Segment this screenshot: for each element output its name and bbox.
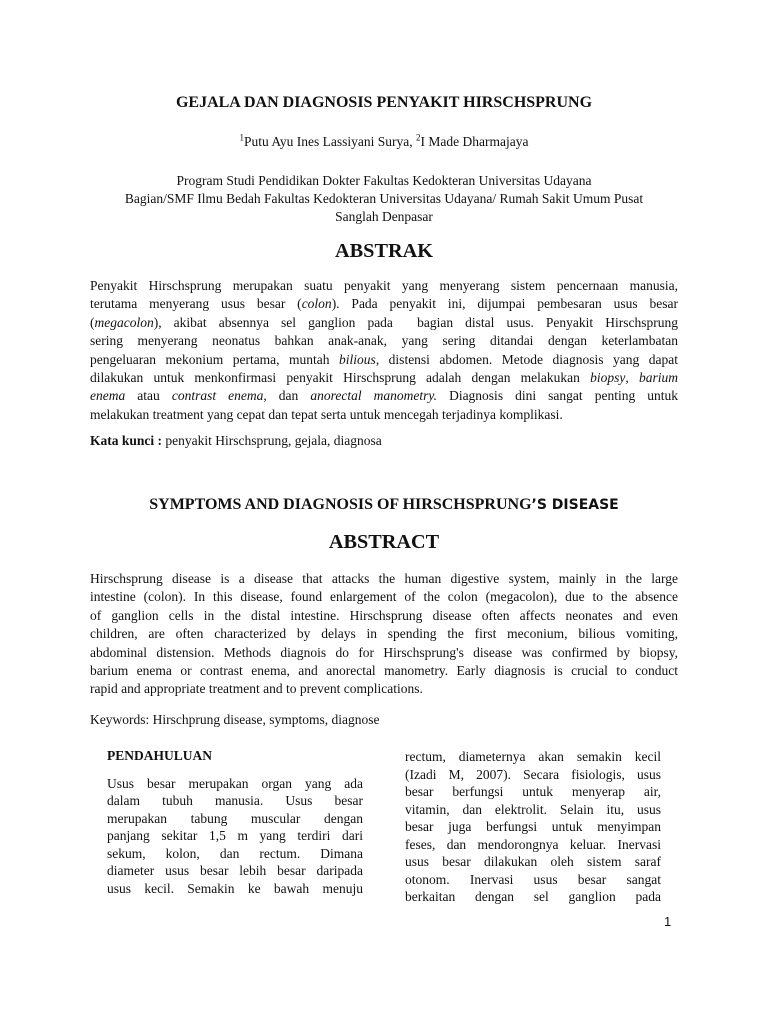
abstract-line: rapid and appropriate treatment and to prevent complications. xyxy=(90,681,423,697)
author1-name: Putu Ayu Ines Lassiyani Surya, xyxy=(244,134,417,149)
abstrak-line: (megacolon), akibat absennya sel ganglion pada bagian distal usus. Penyakit Hirschsprung xyxy=(90,314,678,330)
english-title xyxy=(90,496,678,514)
author2-affiliation-number: 2 xyxy=(416,132,421,143)
abstract-line: abdominal distension. Methods diagnois do for Hirschsprung's disease was confirmed by biopsy, xyxy=(90,644,678,660)
abstrak-line: pengeluaran mekonium pertama, muntah bilious, distensi abdomen. Metode diagnosis yang dapat xyxy=(90,351,678,367)
abstract-heading: ABSTRACT xyxy=(328,531,440,553)
author-line xyxy=(90,133,678,151)
abstrak-line: Penyakit Hirschsprung merupakan suatu penyakit yang menyerang sistem pencernaan manusia, xyxy=(90,278,678,293)
column-line: Usus besar merupakan organ yang ada xyxy=(107,775,363,791)
abstrak-line: melakukan treatment yang cepat dan tepat serta untuk mencegah terjadinya komplikasi. xyxy=(90,406,563,422)
column-line: vitamin, dan elektrolit. Selain itu, usus xyxy=(405,801,661,817)
abstract-line: Hirschsprung disease is a disease that attacks the human digestive system, mainly in the large xyxy=(90,571,678,586)
abstract-line: of ganglion cells in the distal intestine. Hirschsprung disease often affects neonates and even xyxy=(90,607,678,623)
column-line: berkaitan dengan sel ganglion pada xyxy=(405,889,661,904)
author2-name: I Made Dharmajaya xyxy=(420,134,529,149)
abstract-body xyxy=(90,570,678,699)
kata-kunci-label: Kata kunci : xyxy=(90,433,163,448)
abstrak-body xyxy=(90,277,678,424)
column-line: rectum, diameternya akan semakin kecil xyxy=(405,749,661,764)
kata-kunci-value: penyakit Hirschsprung, gejala, diagnosa xyxy=(162,433,382,448)
paper-title: GEJALA DAN DIAGNOSIS PENYAKIT HIRSCHSPRUNG xyxy=(175,94,593,111)
right-column xyxy=(405,748,661,906)
abstrak-line: terutama menyerang usus besar (colon). Pada penyakit ini, dijumpai pembesaran usus besar xyxy=(90,296,678,312)
column-line: panjang sekitar 1,5 m yang terdiri dari xyxy=(107,828,363,843)
column-line: (Izadi M, 2007). Secara fisiologis, usus xyxy=(405,766,661,782)
affiliation-block xyxy=(90,172,678,226)
column-line: feses, dan mendorongnya keluar. Inervasi xyxy=(405,836,661,852)
abstrak-line: sering menyerang neonatus bahkan anak-anak, yang sering ditandai dengan keterlambatan xyxy=(90,333,678,349)
page-number: 1 xyxy=(664,914,672,929)
column-line: besar juga berfungsi untuk menyimpan xyxy=(405,819,661,834)
column-line: sekum, kolon, dan rectum. Dimana xyxy=(107,845,363,861)
abstrak-line: dilakukan untuk menkonfirmasi penyakit Hirschsprung adalah dengan melakukan biopsy, barium xyxy=(90,370,678,386)
affiliation-line: Program Studi Pendidikan Dokter Fakultas Kedokteran Universitas Udayana xyxy=(176,173,592,188)
keywords: Keywords: Hirschprung disease, symptoms, diagnose xyxy=(90,712,380,727)
english-title-main: SYMPTOMS AND DIAGNOSIS OF HIRSCHSPRUNG xyxy=(149,496,532,513)
column-line: usus kecil. Semakin ke bawah menuju xyxy=(107,880,363,896)
column-line: merupakan tabung muscular dengan xyxy=(107,810,363,826)
pendahuluan-heading: PENDAHULUAN xyxy=(107,748,213,763)
english-title-tail: ’S DISEASE xyxy=(531,497,619,513)
abstrak-heading: ABSTRAK xyxy=(335,240,433,262)
column-line: besar berfungsi untuk menyerap air, xyxy=(405,784,661,799)
left-column xyxy=(107,747,363,897)
affiliation-line: Bagian/SMF Ilmu Bedah Fakultas Kedokteran Universitas Udayana/ Rumah Sakit Umum Pusat xyxy=(124,191,644,206)
abstract-line: children, are often characterized by delays in spending the first meconium, bilious vomiting, xyxy=(90,626,678,642)
column-line: otonom. Inervasi usus besar sangat xyxy=(405,871,661,887)
column-line: dalam tubuh manusia. Usus besar xyxy=(107,793,363,808)
column-line: diameter usus besar lebih besar daripada xyxy=(107,863,363,878)
abstract-line: intestine (colon). In this disease, found enlargement of the colon (megacolon), due to the absence xyxy=(90,589,678,605)
author1-affiliation-number: 1 xyxy=(239,132,245,143)
column-line: usus besar dilakukan oleh sistem saraf xyxy=(405,854,661,869)
abstrak-line: enema atau contrast enema, dan anorectal manometry. Diagnosis dini sangat penting untuk xyxy=(90,388,679,404)
kata-kunci xyxy=(90,432,678,450)
affiliation-line: Sanglah Denpasar xyxy=(335,209,433,224)
abstract-line: barium enema or contrast enema, and anorectal manometry. Early diagnosis is crucial to conduct xyxy=(90,663,678,679)
